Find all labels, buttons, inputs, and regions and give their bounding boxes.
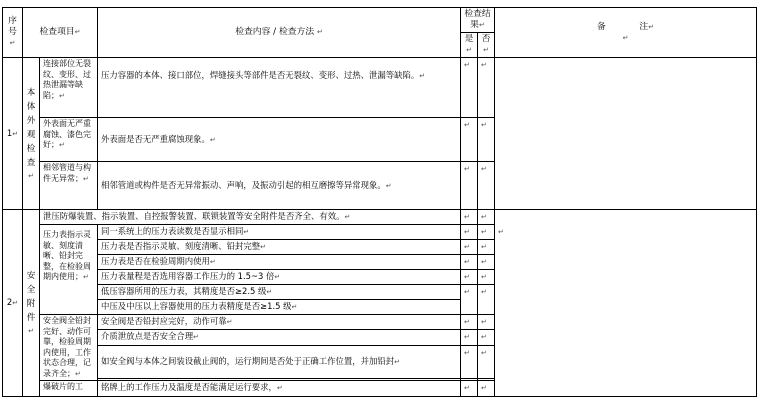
- section2-a-yes-3: ↵: [461, 255, 478, 270]
- section2-b-yes-3: ↵: [461, 345, 478, 378]
- section2-a-no-1: ↵: [478, 225, 495, 240]
- section2-a-yes-4: ↵: [461, 270, 478, 285]
- section2-a-row-4: 压力表量程是否选用容器工作压力的 1.5~3 倍↵: [98, 270, 461, 285]
- header-content: 检查内容 / 检查方法 ↵: [98, 8, 461, 58]
- section2-yes-0: ↵: [461, 210, 478, 225]
- section2-no-0: ↵: [478, 210, 495, 225]
- section2-label: 安全附件 ↵: [23, 210, 40, 397]
- section2-a-yes-2: ↵: [461, 240, 478, 255]
- header-item: 检查项目↵: [23, 8, 98, 58]
- section1-item-2: 外表面无严重腐蚀、漆色完好；↵: [40, 118, 98, 162]
- section2-b-no-1: ↵: [478, 315, 495, 330]
- section2-b-no-3: ↵: [478, 345, 495, 378]
- section2-b-yes-1: ↵: [461, 315, 478, 330]
- section2-full-row: 泄压防爆装置、指示装置、自控报警装置、联锁装置等安全附件是否齐全、有效。↵: [40, 210, 461, 225]
- section1-number: 1↵: [3, 58, 23, 210]
- section2-a-no-2: ↵: [478, 240, 495, 255]
- section2-a-row-1: 同一系统上的压力表读数是否显示相同↵: [98, 225, 461, 240]
- section2-c-yes-1: ↵: [461, 381, 478, 397]
- section1-item-3: 相邻管道与构件无异常；↵: [40, 162, 98, 210]
- section2-a-yes-1: ↵: [461, 225, 478, 240]
- header-no: 否↵: [478, 33, 495, 58]
- section1-content-3: 相邻管道或构件是否无异常振动、声响，及振动引起的相互磨擦等异常现象。↵: [98, 162, 461, 210]
- section2-a-row-6: 中压及中压以上容器使用的压力表精度是否≥1.5 级↵: [98, 300, 461, 315]
- section1-content-1: 压力容器的本体、接口部位，焊缝接头等部件是否无裂纹、变形、过热、泄漏等缺陷。↵: [98, 58, 461, 118]
- section1-no-1: ↵: [478, 58, 495, 118]
- section1-content-2: 外表面是否无严重腐蚀现象。↵: [98, 118, 461, 162]
- section1-no-3: ↵: [478, 162, 495, 210]
- section2-b-yes-2: ↵: [461, 330, 478, 345]
- section2-a-row-2: 压力表是否指示灵敏、刻度清晰、铅封完整↵: [98, 240, 461, 255]
- section2-c-no-1: ↵: [478, 381, 495, 397]
- header-result: 检查结果↵: [461, 8, 495, 33]
- section2-b-row-3: 如安全阀与本体之间装设截止阀的，运行期间是否处于正确工作位置，并加铅封↵: [98, 345, 461, 378]
- section1-label: 本体外观检查 ↵: [23, 58, 40, 210]
- header-seq: 序号↵: [3, 8, 23, 58]
- section1-yes-1: ↵: [461, 58, 478, 118]
- section2-a-row-3: 压力表是否在检验周期内使用↵: [98, 255, 461, 270]
- section2-a-row-5: 低压容器所用的压力表，其精度是否≥2.5 级↵: [98, 285, 461, 300]
- section2-c-row-1: 铭牌上的工作压力及温度是否能满足运行要求，↵: [98, 381, 461, 397]
- section2-group-b-item: 安全阀全铅封完好、动作可靠，检验周期内使用，工作状态合理，记录齐全；↵: [40, 315, 98, 381]
- section1-yes-3: ↵: [461, 162, 478, 210]
- section2-b-no-2: ↵: [478, 330, 495, 345]
- section2-a-yes-5: ↵: [461, 285, 478, 315]
- section2-a-no-3: ↵: [478, 255, 495, 270]
- section1-no-2: ↵: [478, 118, 495, 162]
- section2-number: 2↵: [3, 210, 23, 397]
- section1-yes-2: ↵: [461, 118, 478, 162]
- inspection-table: [2, 7, 757, 397]
- section2-a-no-5: ↵: [478, 285, 495, 315]
- header-yes: 是↵: [461, 33, 478, 58]
- header-remark: 备 注↵ ↵: [495, 8, 757, 58]
- section2-a-no-4: ↵: [478, 270, 495, 285]
- section2-group-a-item: 压力表指示灵敏、刻度清晰、铅封完整，在检验周期内使用；↵: [40, 225, 98, 315]
- section2-group-c-item: 爆破片的工: [40, 381, 98, 397]
- section1-item-1: 连接部位无裂纹、变形、过热泄漏等缺陷；↵: [40, 58, 98, 118]
- section2-b-row-2: 介质泄放点是否安全合理↵: [98, 330, 461, 345]
- section2-remark: ↵: [495, 210, 757, 397]
- section1-remark: [495, 58, 757, 210]
- section2-b-row-1: 安全阀是否铅封应完好，动作可靠↵: [98, 315, 461, 330]
